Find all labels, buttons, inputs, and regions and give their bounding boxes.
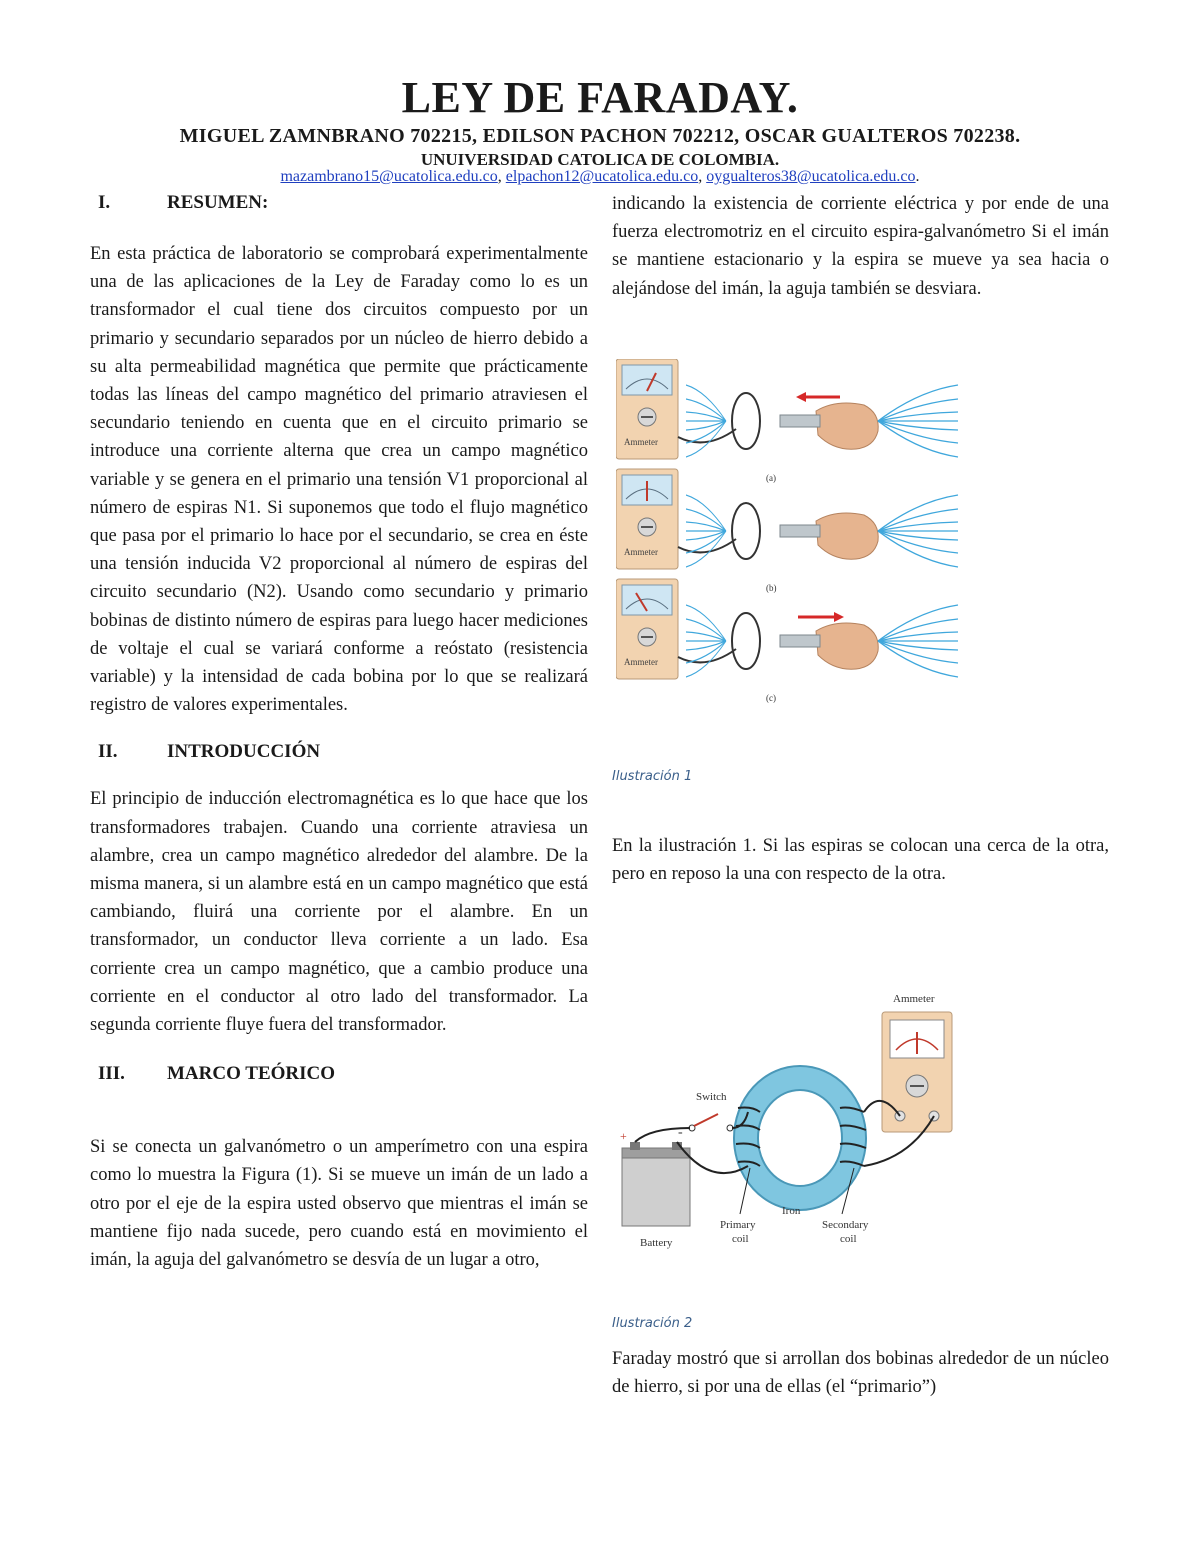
author-list: MIGUEL ZAMNBRANO 702215, EDILSON PACHON 702212, OSCAR GUALTEROS 702238. [179, 125, 1021, 147]
right-column [612, 190, 1109, 1402]
panel-label: (b) [766, 582, 777, 593]
meter-label: Ammeter [624, 546, 658, 557]
section-title: MARCO TEÓRICO [167, 1063, 336, 1085]
figure-2-illustration [610, 988, 970, 1278]
primary-coil-label-1: Primary [720, 1219, 756, 1232]
email-link[interactable]: mazambrano15@ucatolica.edu.co [280, 168, 498, 185]
secondary-coil-label-1: Secondary [822, 1219, 869, 1232]
paper-title: LEY DE FARADAY. [401, 73, 799, 122]
meter-label: Ammeter [624, 656, 658, 667]
figure-1-panel-b [616, 469, 958, 593]
left-column [90, 190, 588, 1274]
battery-minus: - [678, 1125, 683, 1141]
figure-2-caption: Ilustración 2 [612, 1316, 693, 1332]
email-separator: , [698, 168, 707, 185]
marco-text: Si se conecta un galvanómetro o un amperímetro con una espira como lo muestra la Figura (1). Si se mueve un imán de un lado a otro por el eje de la espira usted observo que mientras el imán se mantiene fijo nada sucede, pero cuando está en movimiento el imán, la aguja del galvanómetro se desvía de un lugar a otro, [90, 1137, 588, 1271]
section-title: INTRODUCCIÓN [167, 741, 321, 763]
section-heading-marco [90, 1063, 588, 1085]
iron-label: Iron [782, 1205, 801, 1218]
section-number: I. [98, 192, 111, 213]
figure-1-illustration [616, 359, 976, 739]
email-link[interactable]: elpachon12@ucatolica.edu.co [505, 168, 699, 185]
switch-icon [689, 1114, 733, 1131]
figure-1-caption: Ilustración 1 [612, 768, 693, 784]
paragraph-ilustracion-1: En la ilustración 1. Si las espiras se colocan una cerca de la otra, pero en reposo la una con respecto de la otra. [612, 835, 1109, 885]
ammeter-illustration [882, 993, 952, 1132]
university: UNUIVERSIDAD CATOLICA DE COLOMBIA. [420, 150, 780, 169]
resumen-text: En esta práctica de laboratorio se comprobará experimentalmente una de las aplicaciones de la Ley de Faraday como lo es un transformador el cual tiene dos circuitos compuesto por un primario y secundario separados por un núcleo de hierro debido a su alta permeabilidad magnética que permite que prácticamente todas las líneas del campo magnético del primario atraviesen el secundario teniendo en cuenta que en el circuito primario se introduce una corriente alterna que crea un campo magnético variable y se genera en el primario una tensión V1 proporcional al número de espiras N1. Si suponemos que todo el flujo magnético que pasa por el primario lo hace por el secundario, se crea en éste una tensión inducida V2 proporcional al número de espiras del circuito secundario (N2). Usando como secundario y primario bobinas de distinto número de espiras para luego hacer mediciones de voltaje el cual se variará conforme a reóstato (resistencia variable) y la intensidad de cada bobina por lo que se realizará registro de valores experimentales. [90, 244, 588, 716]
primary-coil-label-2: coil [732, 1233, 749, 1246]
section-number: III. [98, 1063, 125, 1085]
battery-label: Battery [640, 1237, 673, 1250]
figure-1-panel-c [616, 579, 958, 703]
meter-label: Ammeter [624, 436, 658, 447]
section-title: RESUMEN: [167, 192, 269, 213]
email-link[interactable]: oygualteros38@ucatolica.edu.co [706, 168, 916, 185]
section-heading-introduccion [90, 741, 588, 763]
battery-plus: + [620, 1129, 627, 1144]
battery-illustration [620, 1125, 690, 1249]
email-line [0, 168, 1200, 186]
secondary-coil-label-2: coil [840, 1233, 857, 1246]
email-separator: , [497, 168, 506, 185]
figure-1-panel-a [616, 359, 958, 483]
ammeter-label: Ammeter [893, 993, 935, 1006]
email-end: . [915, 168, 920, 185]
panel-label: (a) [766, 472, 776, 483]
section-heading-resumen [90, 192, 588, 214]
panel-label: (c) [766, 692, 776, 703]
iron-core-toroid [734, 1066, 866, 1210]
switch-label: Switch [696, 1091, 727, 1104]
section-number: II. [98, 741, 118, 763]
introduccion-text: El principio de inducción electromagnética es lo que hace que los transformadores trabajen. Cuando una corriente atraviesa un alambre, crea un campo magnético alrededor del alambre. De la misma manera, si un alambre está en un campo magnético que está cambiando, fluirá una corriente por el alambre. En un transformador, un conductor lleva corriente a un lado. Esa corriente crea un campo magnético, que a cambio produce una corriente en el conductor al otro lado del transformador. La segunda corriente fluye fuera del transformador. [90, 789, 588, 1036]
paragraph-faraday: Faraday mostró que si arrollan dos bobinas alrededor de un núcleo de hierro, si por una de ellas (el “primario”) [612, 1349, 1109, 1398]
continuation-text: indicando la existencia de corriente eléctrica y por ende de una fuerza electromotriz en el circuito espira-galvanómetro Si el imán se mantiene estacionario y la espira se mueve ya sea hacia o alejándose del imán, la aguja también se desviara. [612, 194, 1109, 299]
